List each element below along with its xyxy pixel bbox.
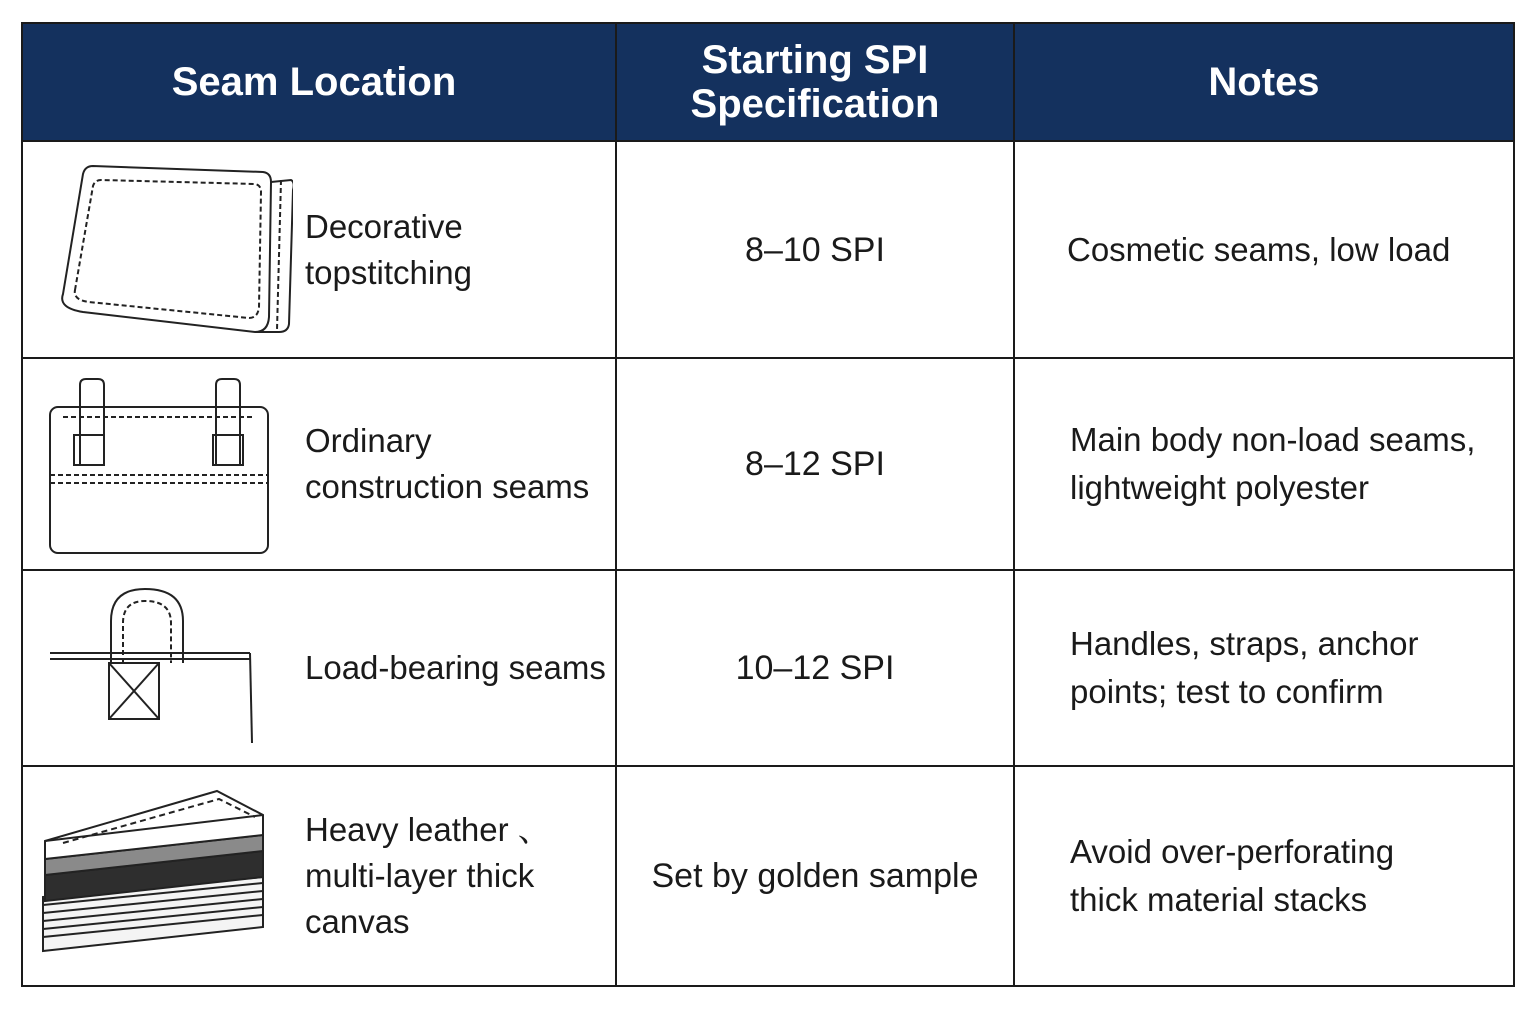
notes-cell: Handles, straps, anchor points; test to confirm (1013, 571, 1513, 765)
table-header (23, 24, 1513, 140)
spi-cell: Set by golden sample (615, 767, 1013, 985)
table-row (23, 569, 1513, 765)
header-seam-location: Seam Location (171, 60, 457, 104)
seam-location-cell (23, 571, 615, 765)
spi-cell: 10–12 SPI (615, 571, 1013, 765)
notes-cell: Cosmetic seams, low load (1013, 142, 1513, 357)
tote-bag-icon (23, 359, 293, 569)
notes-cell: Main body non-load seams, lightweight polyester (1013, 359, 1513, 569)
table-row (23, 765, 1513, 985)
strap-box-x-icon (23, 571, 293, 765)
material-layers-icon (23, 767, 293, 985)
spi-cell: 8–10 SPI (615, 142, 1013, 357)
seam-location-label: Ordinary construction seams (305, 422, 590, 505)
seam-location-label: Decorative topstitching (305, 207, 472, 291)
spi-table (21, 22, 1515, 987)
pouch-topstitch-icon (23, 142, 293, 357)
table-row (23, 357, 1513, 569)
table-row (23, 140, 1513, 357)
notes-cell: Avoid over-perforating thick material stacks (1013, 767, 1513, 985)
header-starting-spi: Starting SPI Specification (615, 24, 1013, 140)
seam-location-cell (23, 359, 615, 569)
spi-cell: 8–12 SPI (615, 359, 1013, 569)
seam-location-label: Heavy leather 、multi-layer thick canvas (305, 811, 551, 940)
seam-location-label: Load-bearing seams (305, 649, 606, 686)
header-notes: Notes (1013, 24, 1513, 140)
seam-location-cell (23, 142, 615, 357)
seam-location-cell (23, 767, 615, 985)
